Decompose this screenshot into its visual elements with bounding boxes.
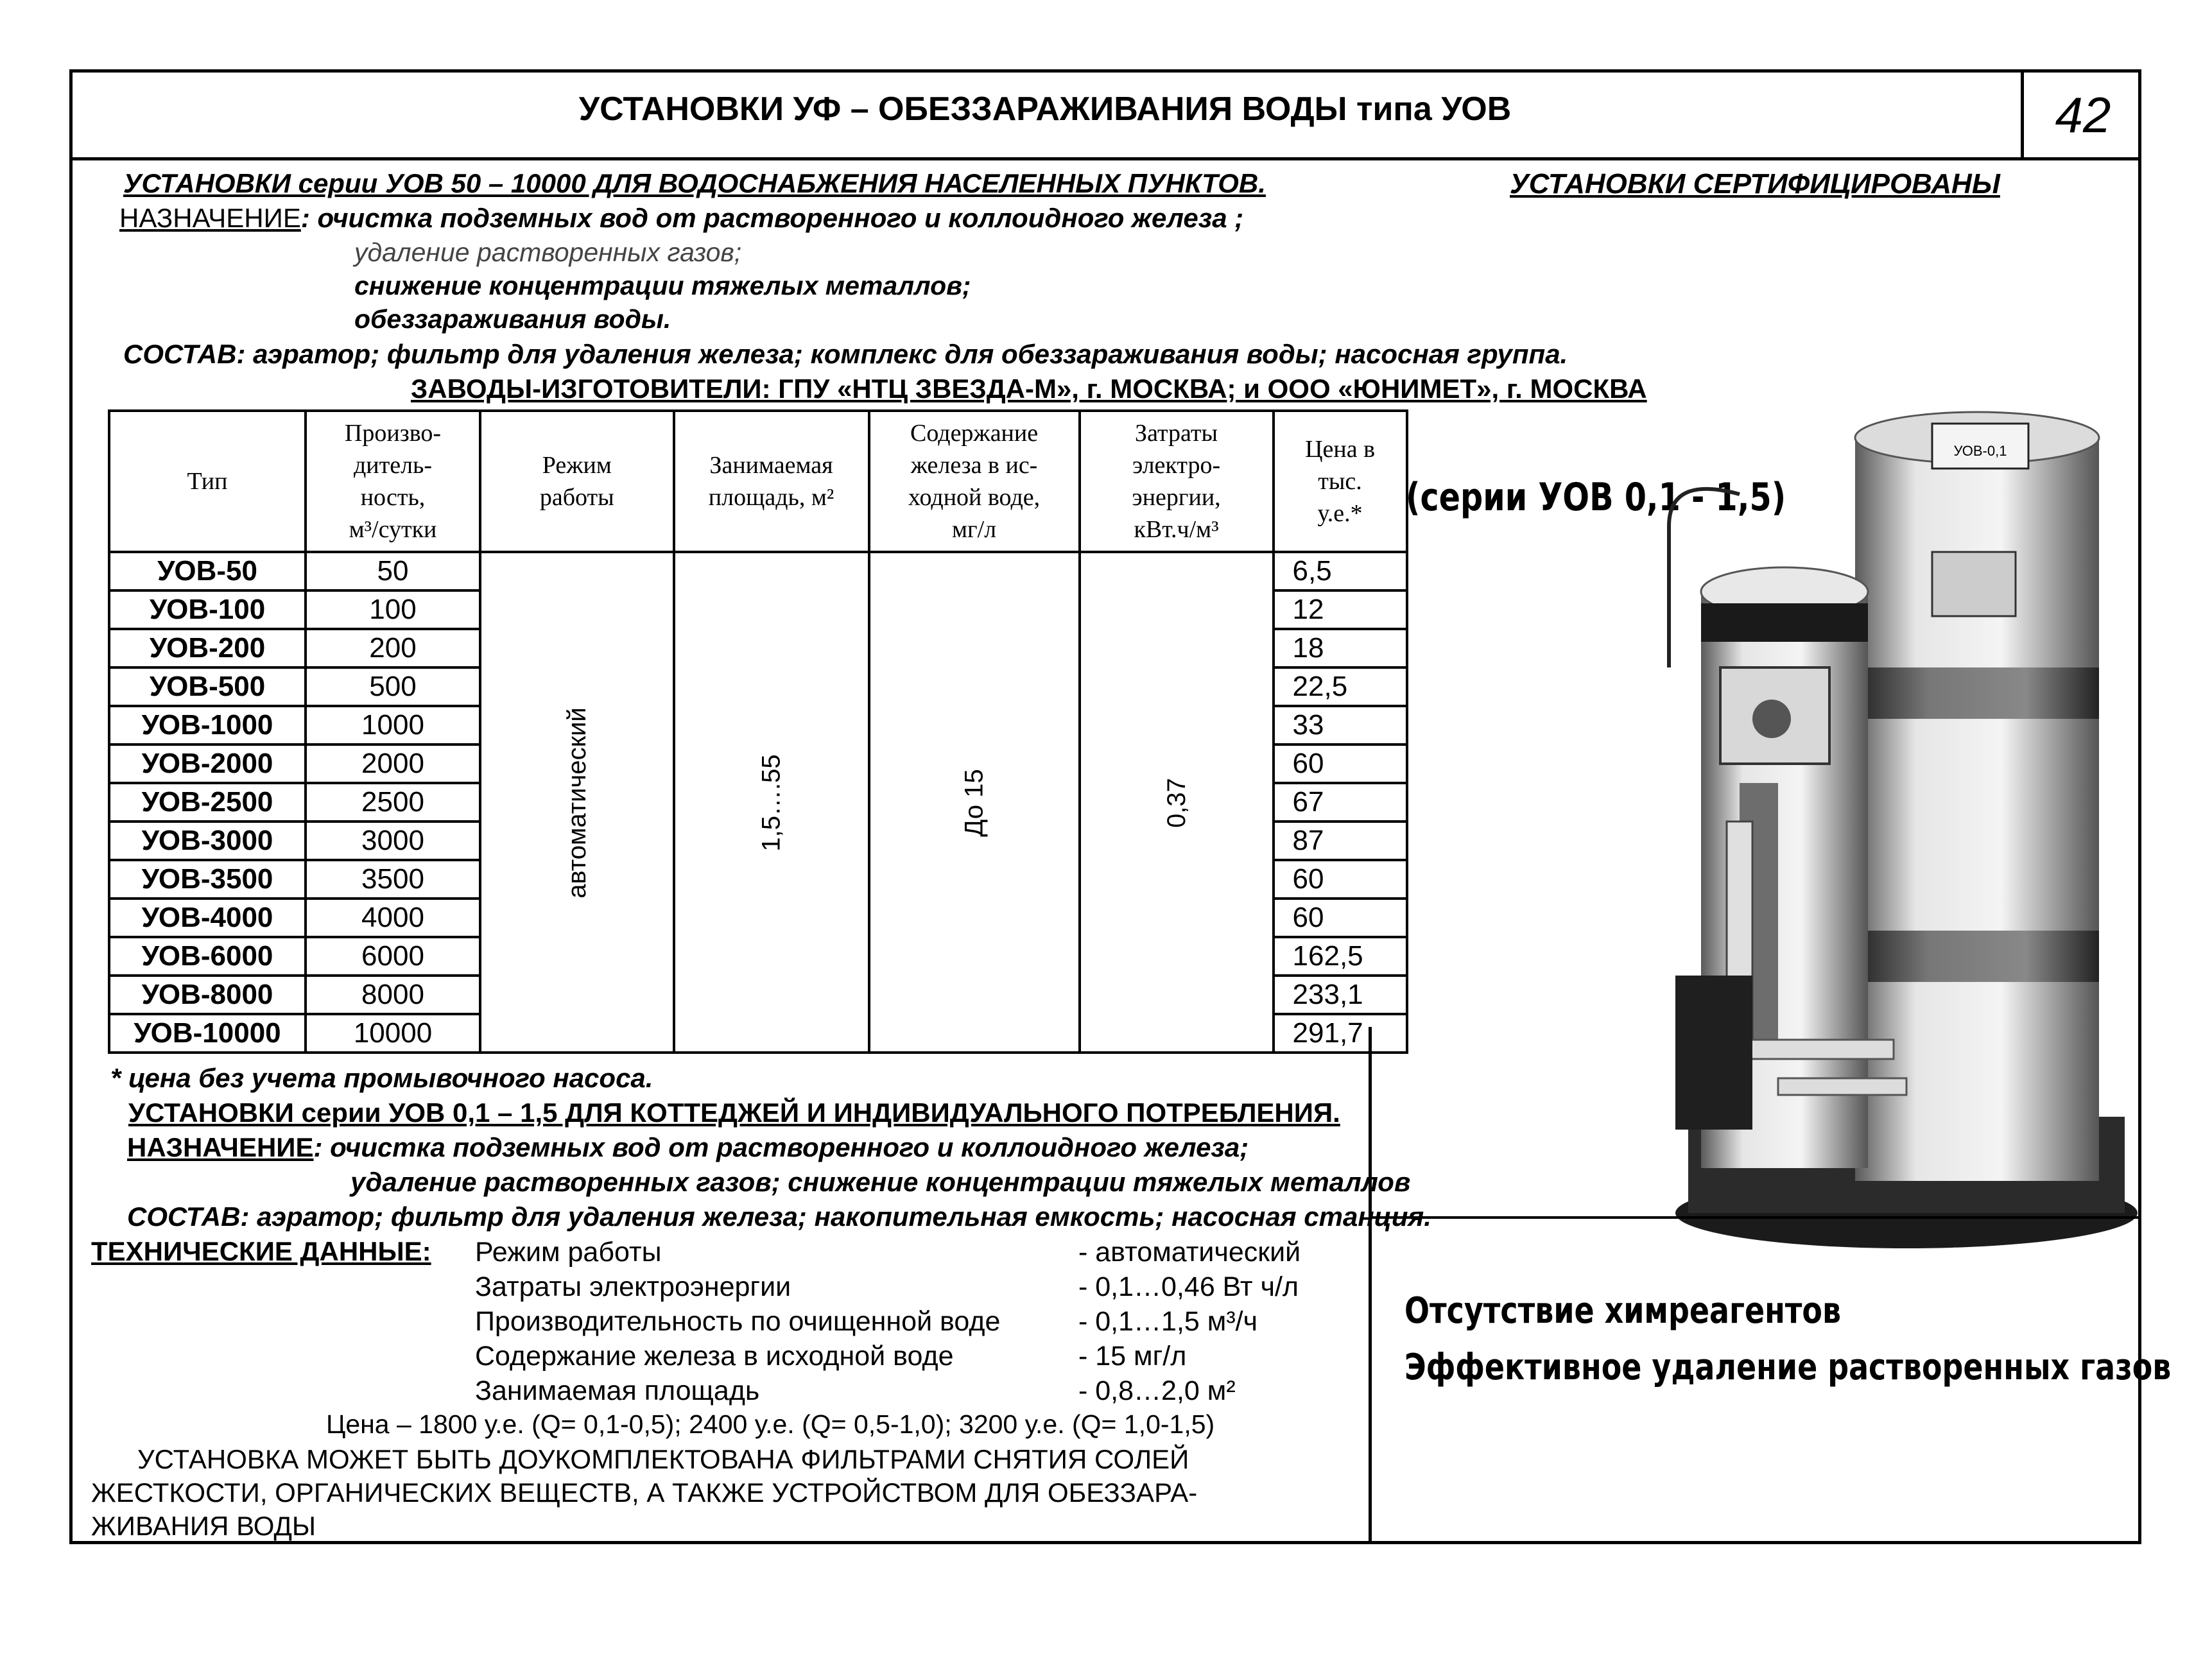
photo-caption: (серии УОВ 0,1 - 1,5) <box>1406 475 1786 520</box>
tech-name: Режим работы <box>475 1236 662 1268</box>
bottom-divider-vertical <box>1369 1027 1372 1544</box>
feature-gas-removal: Эффективное удаление растворенных газов <box>1404 1347 2172 1388</box>
tech-name: Производительность по очищенной воде <box>475 1305 1001 1337</box>
cell-capacity: 2500 <box>306 783 480 822</box>
tech-value: - 15 мг/л <box>1078 1340 1187 1372</box>
cell-type: УОВ-8000 <box>109 976 306 1014</box>
cell-type: УОВ-3000 <box>109 822 306 860</box>
cell-capacity: 10000 <box>306 1014 480 1053</box>
tech-value: - автоматический <box>1078 1236 1301 1268</box>
unit-plate-label: УОВ-0,1 <box>1953 443 2007 459</box>
cell-energy-merged: 0,37 <box>1080 552 1274 1053</box>
tech-row <box>475 1235 1300 1269</box>
bottom-divider-horizontal <box>1369 1216 2141 1219</box>
purpose-label: НАЗНАЧЕНИЕ <box>119 203 301 233</box>
table-header-row <box>109 411 1407 552</box>
cell-type: УОВ-10000 <box>109 1014 306 1053</box>
cell-price: 291,7 <box>1274 1014 1407 1053</box>
col-header-area: Занимаемая площадь, м² <box>674 411 869 552</box>
cell-area-merged: 1,5….55 <box>674 552 869 1053</box>
cell-capacity: 6000 <box>306 937 480 976</box>
note-line: ЖЕСТКОСТИ, ОРГАНИЧЕСКИХ ВЕЩЕСТВ, А ТАКЖЕ УСТРОЙСТВОМ ДЛЯ ОБЕЗЗАРА- <box>91 1477 1198 1508</box>
cell-price: 6,5 <box>1274 552 1407 590</box>
certified-note: УСТАНОВКИ СЕРТИФИЦИРОВАНЫ <box>1510 168 2000 200</box>
cell-price: 60 <box>1274 744 1407 783</box>
cell-price: 60 <box>1274 860 1407 899</box>
cell-type: УОВ-100 <box>109 590 306 629</box>
purpose-item: снижение концентрации тяжелых металлов; <box>354 271 971 300</box>
page-title: УСТАНОВКИ УФ – ОБЕЗЗАРАЖИВАНИЯ ВОДЫ типа УОВ <box>578 90 1512 128</box>
cell-iron-merged: До 15 <box>869 552 1080 1053</box>
section2-purpose-line <box>127 1132 1249 1163</box>
table-row <box>109 552 1407 590</box>
tech-row <box>475 1339 1300 1373</box>
cell-price: 67 <box>1274 783 1407 822</box>
cell-capacity: 100 <box>306 590 480 629</box>
tech-name: Занимаемая площадь <box>475 1375 760 1406</box>
cell-capacity: 3500 <box>306 860 480 899</box>
cell-capacity: 4000 <box>306 899 480 937</box>
section1-purpose-line <box>119 203 1243 234</box>
tech-name: Затраты электроэнергии <box>475 1271 791 1302</box>
col-header-capacity: Произво- дитель- ность, м³/сутки <box>306 411 480 552</box>
note-line: ЖИВАНИЯ ВОДЫ <box>91 1511 316 1541</box>
tech-value: - 0,1…0,46 Вт ч/л <box>1078 1271 1299 1302</box>
spec-table <box>108 409 1408 1054</box>
cell-type: УОВ-200 <box>109 629 306 667</box>
cell-type: УОВ-4000 <box>109 899 306 937</box>
col-header-price: Цена в тыс. у.е.* <box>1274 411 1407 552</box>
cell-price: 162,5 <box>1274 937 1407 976</box>
tech-value: - 0,8…2,0 м² <box>1078 1375 1236 1406</box>
cell-price: 233,1 <box>1274 976 1407 1014</box>
section2-composition: СОСТАВ: аэратор; фильтр для удаления железа; накопительная емкость; насосная станция. <box>127 1201 1431 1232</box>
cell-type: УОВ-50 <box>109 552 306 590</box>
cell-price: 12 <box>1274 590 1407 629</box>
purpose-item: удаление растворенных газов; снижение концентрации тяжелых металлов <box>350 1167 1411 1197</box>
price-line: Цена – 1800 у.е. (Q= 0,1-0,5); 2400 у.е. (Q= 0,5-1,0); 3200 у.е. (Q= 1,0-1,5) <box>326 1409 1215 1439</box>
purpose-item: : очистка подземных вод от растворенного и коллоидного железа ; <box>300 203 1244 233</box>
tech-value: - 0,1…1,5 м³/ч <box>1078 1305 1257 1337</box>
cell-capacity: 500 <box>306 667 480 706</box>
tech-name: Содержание железа в исходной воде <box>475 1340 954 1372</box>
page-number: 42 <box>2055 87 2111 143</box>
col-header-type: Тип <box>109 411 306 552</box>
cell-price: 18 <box>1274 629 1407 667</box>
page-number-divider <box>2021 69 2024 160</box>
cell-type: УОВ-2500 <box>109 783 306 822</box>
note-line: УСТАНОВКА МОЖЕТ БЫТЬ ДОУКОМПЛЕКТОВАНА ФИЛЬТРАМИ СНЯТИЯ СОЛЕЙ <box>137 1444 1189 1474</box>
col-header-iron: Содержание железа в ис- ходной воде, мг/л <box>869 411 1080 552</box>
tech-row <box>475 1304 1300 1339</box>
cell-price: 22,5 <box>1274 667 1407 706</box>
cell-price: 87 <box>1274 822 1407 860</box>
section2-heading: УСТАНОВКИ серии УОВ 0,1 – 1,5 ДЛЯ КОТТЕДЖЕЙ И ИНДИВИДУАЛЬНОГО ПОТРЕБЛЕНИЯ. <box>128 1097 1340 1128</box>
cell-type: УОВ-1000 <box>109 706 306 744</box>
cell-type: УОВ-500 <box>109 667 306 706</box>
cell-capacity: 2000 <box>306 744 480 783</box>
purpose-item: : очистка подземных вод от растворенного и коллоидного железа; <box>313 1132 1249 1162</box>
table-footnote: * цена без учета промывочного насоса. <box>110 1063 653 1093</box>
cell-capacity: 3000 <box>306 822 480 860</box>
col-header-energy: Затраты электро- энергии, кВт.ч/м³ <box>1080 411 1274 552</box>
tech-row <box>475 1269 1300 1304</box>
cell-capacity: 50 <box>306 552 480 590</box>
cell-capacity: 200 <box>306 629 480 667</box>
purpose-item: обеззараживания воды. <box>354 304 671 334</box>
tech-label: ТЕХНИЧЕСКИЕ ДАННЫЕ: <box>91 1236 431 1266</box>
cell-price: 60 <box>1274 899 1407 937</box>
cell-capacity: 1000 <box>306 706 480 744</box>
purpose-label: НАЗНАЧЕНИЕ <box>127 1132 314 1162</box>
tech-table <box>475 1235 1300 1408</box>
col-header-mode: Режим работы <box>480 411 674 552</box>
water-unit-photo <box>1663 398 2150 1252</box>
cell-price: 33 <box>1274 706 1407 744</box>
section1-heading: УСТАНОВКИ серии УОВ 50 – 10000 ДЛЯ ВОДОСНАБЖЕНИЯ НАСЕЛЕННЫХ ПУНКТОВ. <box>123 168 1266 198</box>
cell-type: УОВ-6000 <box>109 937 306 976</box>
cell-capacity: 8000 <box>306 976 480 1014</box>
cell-type: УОВ-3500 <box>109 860 306 899</box>
feature-no-chemicals: Отсутствие химреагентов <box>1404 1290 1842 1332</box>
cell-mode-merged: автоматический <box>480 552 674 1053</box>
cell-type: УОВ-2000 <box>109 744 306 783</box>
tech-row <box>475 1373 1300 1408</box>
manufacturers: ЗАВОДЫ-ИЗГОТОВИТЕЛИ: ГПУ «НТЦ ЗВЕЗДА-М», г. МОСКВА; и ООО «ЮНИМЕТ», г. МОСКВА <box>411 374 1647 404</box>
composition: СОСТАВ: аэратор; фильтр для удаления железа; комплекс для обеззараживания воды; насосная группа. <box>123 339 1568 369</box>
purpose-item: удаление растворенных газов; <box>354 237 742 267</box>
